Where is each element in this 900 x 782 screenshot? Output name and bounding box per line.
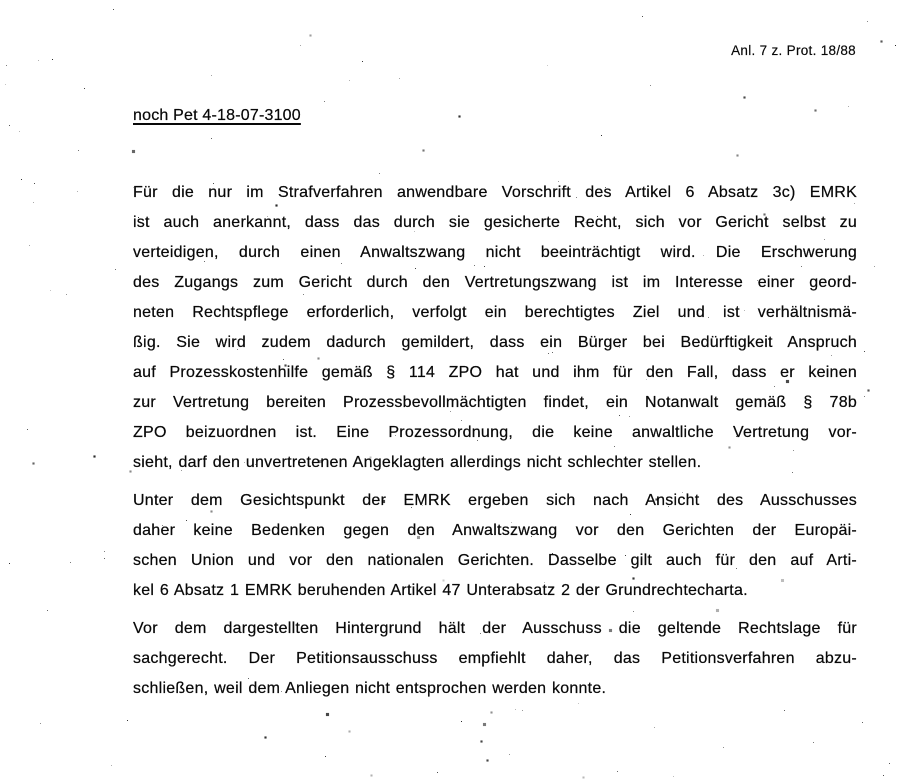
text-line: sieht, darf den unvertretenen Angeklagten allerdings nicht schlechter stellen. [133,454,702,471]
text-line: neten Rechtspflege erforderlich, verfolgt ein berechtigtes Ziel und ist verhältnismä- [133,304,857,321]
text-line: verteidigen, durch einen Anwaltszwang nicht beeinträchtigt wird. Die Erschwerung [133,244,857,261]
petition-reference-text: noch Pet 4-18-07-3100 [133,107,301,124]
text-line: ßig. Sie wird zudem dadurch gemildert, dass ein Bürger bei Bedürftigkeit Anspruch [133,334,857,351]
scan-noise [0,0,1,1]
paragraph-1 [133,178,857,478]
petition-reference [133,107,301,125]
text-line: Unter dem Gesichtspunkt der EMRK ergeben sich nach Ansicht des Ausschusses [133,492,857,509]
text-line: ist auch anerkannt, dass das durch sie gesicherte Recht, sich vor Gericht selbst zu [133,214,857,231]
text-line: schließen, weil dem Anliegen nicht entsprochen werden konnte. [133,680,607,697]
text-line: kel 6 Absatz 1 EMRK beruhenden Artikel 47 Unterabsatz 2 der Grundrechtecharta. [133,582,748,599]
paragraph-2 [133,486,857,606]
text-line: zur Vertretung bereiten Prozessbevollmächtigten findet, ein Notanwalt gemäß § 78b [133,394,857,411]
text-line: daher keine Bedenken gegen den Anwaltszwang vor den Gerichten der Europäi- [133,522,857,539]
text-line: auf Prozesskostenhilfe gemäß § 114 ZPO hat und ihm für den Fall, dass er keinen [133,364,857,381]
document-body [133,178,857,712]
protocol-annotation: Anl. 7 z. Prot. 18/88 [731,43,856,58]
text-line: Für die nur im Strafverfahren anwendbare Vorschrift des Artikel 6 Absatz 3c) EMRK [133,184,857,201]
text-line: schen Union und vor den nationalen Gerichten. Dasselbe gilt auch für den auf Arti- [133,552,857,569]
text-line: des Zugangs zum Gericht durch den Vertretungszwang ist im Interesse einer geord- [133,274,857,291]
text-line: sachgerecht. Der Petitionsausschuss empfiehlt daher, das Petitionsverfahren abzu- [133,650,857,667]
paragraph-3 [133,614,857,704]
text-line: ZPO beizuordnen ist. Eine Prozessordnung, die keine anwaltliche Vertretung vor- [133,424,857,441]
text-line: Vor dem dargestellten Hintergrund hält der Ausschuss die geltende Rechtslage für [133,620,857,637]
